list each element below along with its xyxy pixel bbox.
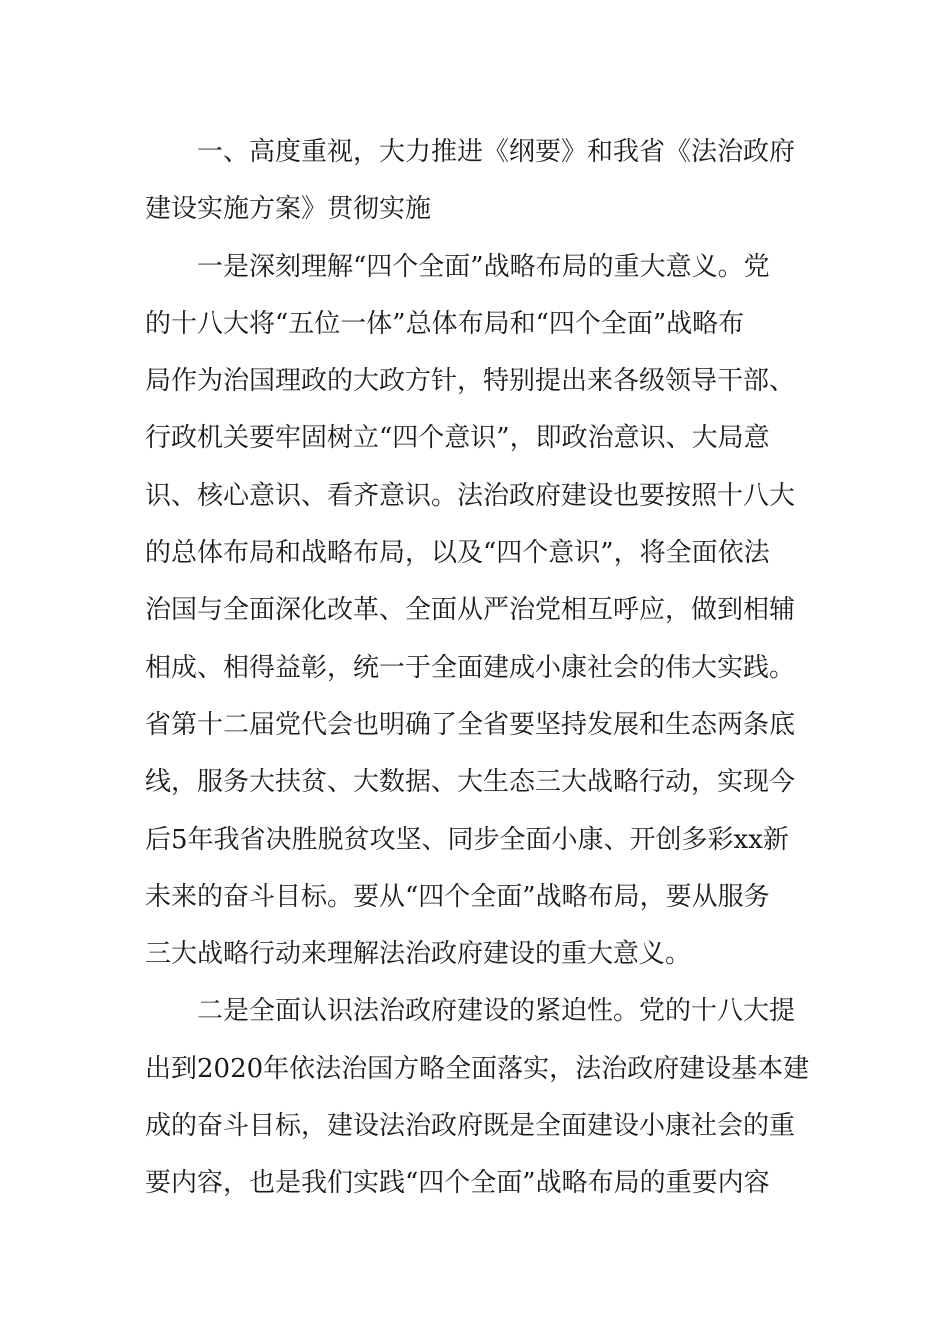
text-line: 三大战略行动来理解法治政府建设的重大意义。 (145, 939, 692, 970)
text-line: 省第十二届党代会也明确了全省要坚持发展和生态两条底 (145, 709, 796, 740)
text-line: 的总体布局和战略布局，以及“四个意识”，将全面依法 (145, 538, 770, 569)
text-line: 相成、相得益彰，统一于全面建成小康社会的伟大实践。 (145, 652, 796, 683)
text-line: 出到2020年依法治国方略全面落实，法治政府建设基本建 (145, 1053, 810, 1084)
document-body (145, 124, 810, 1213)
text-line: 成的奋斗目标，建设法治政府既是全面建设小康社会的重 (145, 1111, 796, 1142)
text-line: 治国与全面深化改革、全面从严治党相互呼应，做到相辅 (145, 595, 796, 626)
text-line: 识、核心意识、看齐意识。法治政府建设也要按照十八大 (145, 480, 796, 511)
text-line: 的十八大将“五位一体”总体布局和“四个全面”战略布 (145, 308, 745, 339)
text-line: 一是深刻理解“四个全面”战略布局的重大意义。党 (145, 251, 770, 282)
text-line: 要内容，也是我们实践“四个全面”战略布局的重要内容 (145, 1168, 770, 1199)
text-line: 一、高度重视，大力推进《纲要》和我省《法治政府 (145, 137, 796, 167)
text-line: 行政机关要牢固树立“四个意识”，即政治意识、大局意 (145, 423, 770, 454)
text-line: 线，服务大扶贫、大数据、大生态三大战略行动，实现今 (145, 767, 796, 798)
text-line: 建设实施方案》贯彻实施 (145, 194, 432, 225)
text-line: 未来的奋斗目标。要从“四个全面”战略布局，要从服务 (145, 881, 770, 912)
text-line: 局作为治国理政的大政方针，特别提出来各级领导干部、 (145, 366, 796, 397)
text-line: 二是全面认识法治政府建设的紧迫性。党的十八大提 (145, 996, 796, 1027)
text-line: 后5年我省决胜脱贫攻坚、同步全面小康、开创多彩xx新 (145, 824, 789, 855)
